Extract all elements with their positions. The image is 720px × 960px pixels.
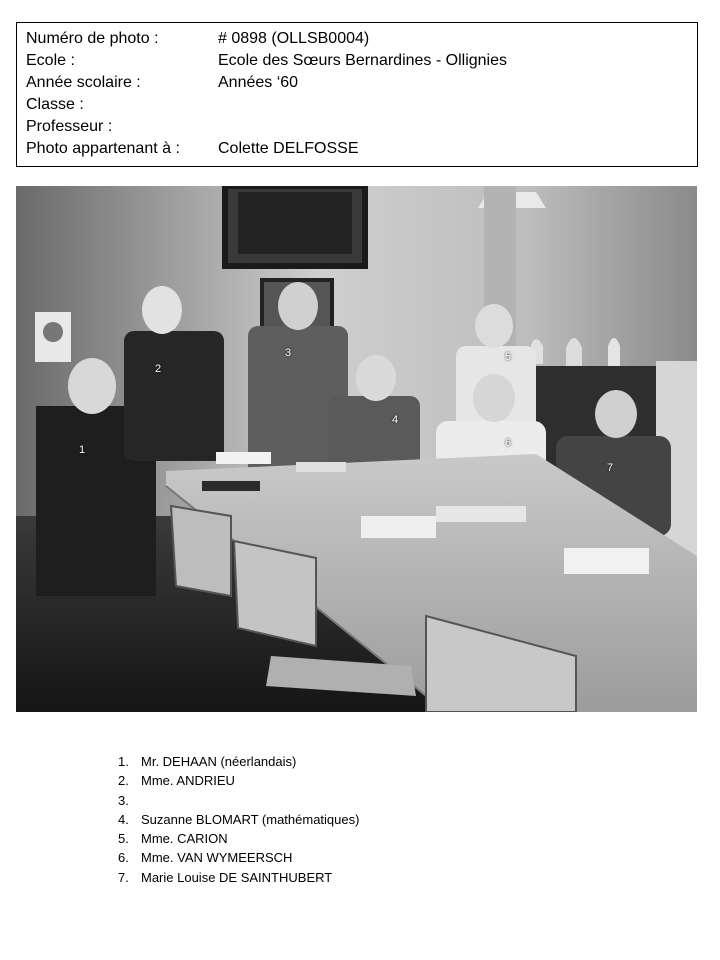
info-label: Photo appartenant à : — [26, 140, 180, 157]
legend-number: 1. — [118, 754, 129, 769]
photo-person-label: 5 — [505, 351, 512, 363]
legend-number: 5. — [118, 831, 129, 847]
legend-item — [118, 791, 359, 810]
photo-person-label: 4 — [392, 414, 399, 426]
legend-text: Mme. ANDRIEU — [141, 773, 235, 789]
info-value: Colette DELFOSSE — [218, 140, 359, 157]
info-value: Années ‘60 — [218, 74, 299, 91]
legend-text: Suzanne BLOMART (mathématiques) — [141, 811, 360, 827]
legend-number: 2. — [118, 773, 129, 789]
legend-text: Mr. DEHAAN (néerlandais) — [141, 754, 297, 769]
group-photo — [16, 186, 697, 712]
legend-text: Mme. VAN WYMEERSCH — [141, 850, 293, 866]
info-label: Professeur : — [26, 118, 113, 135]
legend-item — [118, 848, 359, 867]
info-value: # 0898 (OLLSB0004) — [218, 30, 370, 47]
legend-number: 7. — [118, 869, 129, 885]
legend-item — [118, 752, 359, 771]
legend-number: 4. — [118, 811, 129, 827]
photo-person-label: 7 — [607, 462, 614, 474]
legend-text: Marie Louise DE SAINTHUBERT — [141, 869, 333, 885]
info-value: Ecole des Sœurs Bernardines - Ollignies — [218, 52, 508, 69]
info-label: Ecole : — [26, 52, 75, 69]
photo-person-label: 1 — [79, 444, 86, 456]
legend-item — [118, 810, 359, 829]
info-label: Année scolaire : — [26, 74, 141, 91]
legend-number: 3. — [118, 792, 129, 808]
photo-person-label: 6 — [505, 437, 512, 449]
legend-item — [118, 868, 359, 887]
photo-person-label: 3 — [285, 347, 292, 359]
photo-person-label: 2 — [155, 363, 162, 375]
group-photo-illustration — [16, 186, 697, 712]
legend-item — [118, 771, 359, 790]
info-label: Classe : — [26, 96, 84, 113]
legend-text: Mme. CARION — [141, 831, 228, 847]
legend-number: 6. — [118, 850, 129, 866]
people-legend — [118, 752, 359, 887]
legend-item — [118, 829, 359, 848]
info-label: Numéro de photo : — [26, 30, 159, 47]
photo-info-box — [16, 22, 698, 167]
